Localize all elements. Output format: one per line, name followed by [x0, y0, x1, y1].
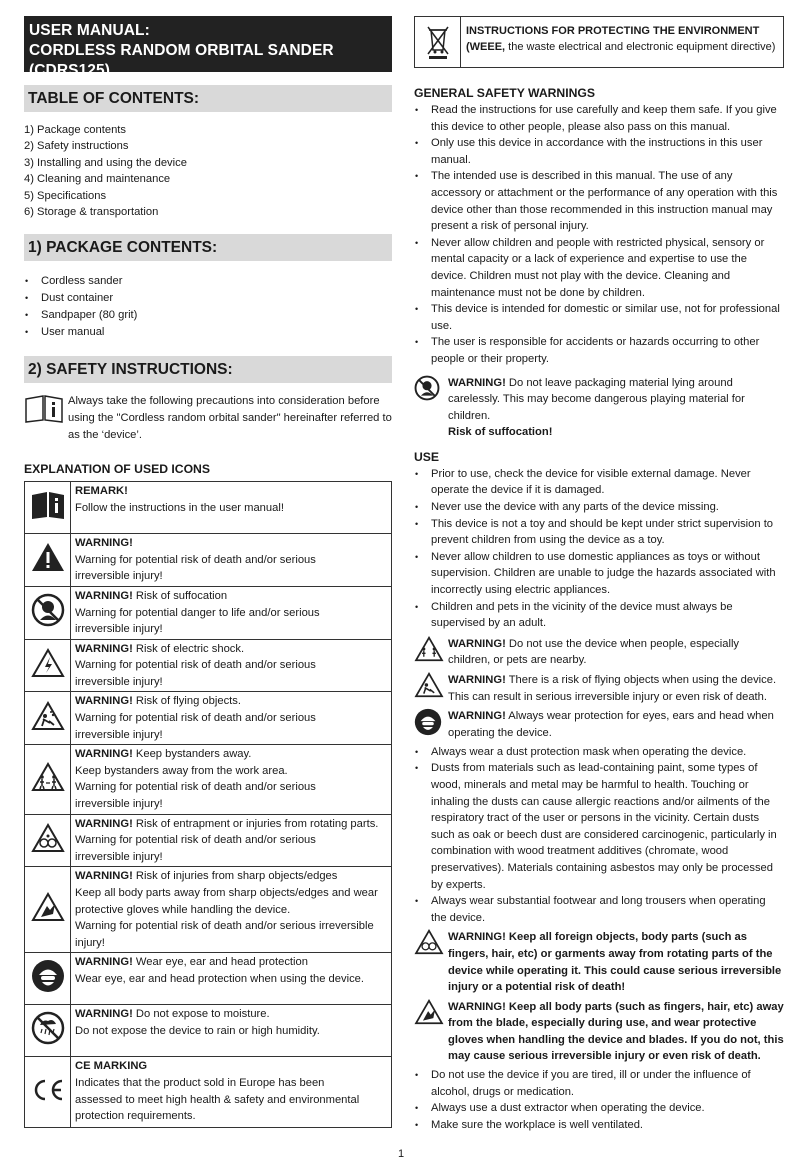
- icon-row: WARNING! Keep bystanders away. Keep bystanders away from the work area. Warning for potential risk of death and/or serious irreversible injury!: [25, 745, 392, 814]
- icon-desc: irreversible injury!: [75, 850, 163, 863]
- toc-item: 2) Safety instructions: [24, 140, 129, 153]
- sharp-objects-icon: [414, 999, 444, 1025]
- icon-desc: irreversible injury!: [75, 798, 163, 811]
- icon-desc: Keep all body parts away from sharp objects/edges and wear: [75, 887, 378, 899]
- general-item: • Read the instructions for use carefully and keep them safe. If you give this device to other people, please also pass on this manual.: [414, 102, 784, 135]
- general-list: [414, 102, 784, 368]
- icon-row: WARNING! Risk of electric shock. Warning for potential risk of death and/or serious irreversible injury!: [25, 639, 392, 692]
- icons-heading: EXPLANATION OF USED ICONS: [24, 462, 210, 477]
- use-list-2: [414, 744, 784, 927]
- toc-item: 4) Cleaning and maintenance: [24, 173, 171, 186]
- icon-title: REMARK!: [75, 485, 128, 498]
- icon-desc: Follow the instructions in the user manual!: [75, 501, 284, 514]
- icon-row: [25, 534, 392, 587]
- package-item: • Dust container: [24, 290, 392, 307]
- use-item: • This device is not a toy and should be kept under strict supervision to prevent children from using the device as a toy.: [414, 516, 784, 549]
- bystanders-icon: [414, 636, 444, 662]
- right-column: [414, 85, 784, 1133]
- title-line-2: CORDLESS RANDOM ORBITAL SANDER (CDRS125): [29, 42, 334, 79]
- icon-desc: Keep bystanders away from the work area.: [75, 764, 288, 777]
- icons-table: [24, 481, 392, 1128]
- rotating-parts-warning: WARNING! Keep all foreign objects, body parts (such as fingers, hair, etc) or garments away from rotating parts of the device while operating it. This could cause serious irreversible injury or a potential risk of death!: [414, 929, 784, 995]
- safety-intro: [24, 393, 392, 443]
- icon-title: WARNING!: [75, 817, 133, 830]
- general-heading: GENERAL SAFETY WARNINGS: [414, 86, 596, 100]
- icon-desc: irreversible injury!: [75, 728, 163, 741]
- icon-desc: Warning for potential risk of death and/or serious: [75, 659, 316, 672]
- use-item: • Always wear a dust protection mask when operating the device.: [414, 744, 784, 761]
- icon-desc: protective gloves while handling the device.: [75, 903, 291, 916]
- icon-title: WARNING!: [75, 956, 133, 969]
- flying-objects-warning: WARNING! There is a risk of flying objects when using the device. This can result in serious irreversible injury or even risk of death.: [414, 672, 784, 705]
- icon-row: [25, 482, 392, 534]
- icon-desc: injury!: [75, 936, 105, 949]
- icon-title: WARNING!: [75, 589, 133, 602]
- weee-box: [414, 16, 784, 68]
- use-heading: USE: [414, 449, 440, 464]
- icon-row: WARNING! Risk of suffocation Warning for potential danger to life and/or serious irreversible injury!: [25, 586, 392, 639]
- icon-desc: irreversible injury!: [75, 570, 163, 583]
- electric-shock-icon: [31, 648, 65, 678]
- icon-desc: Wear eye, ear and head protection when using the device.: [75, 972, 364, 985]
- package-item: • Sandpaper (80 grit): [24, 307, 392, 324]
- use-list-3: [414, 1067, 784, 1133]
- icon-title: WARNING!: [75, 537, 133, 550]
- use-item: • Prior to use, check the device for visible external damage. Never operate the device if it is damaged.: [414, 466, 784, 499]
- safety-intro-text: Always take the following precautions into consideration before using the "Cordless random orbital sander" hereinafter referred to as the ‘device’.: [68, 395, 392, 441]
- toc-item: 6) Storage & transportation: [24, 205, 159, 218]
- icon-desc: protection requirements.: [75, 1110, 196, 1123]
- icon-desc: Warning for potential risk of death and/or serious: [75, 834, 316, 847]
- icon-desc: Indicates that the product sold in Europe has been: [75, 1076, 325, 1089]
- icon-title: WARNING!: [75, 870, 133, 883]
- head-protection-icon: [31, 959, 65, 993]
- icon-desc: irreversible injury!: [75, 623, 163, 636]
- sharp-objects-icon: [31, 892, 65, 922]
- rotating-parts-icon: [31, 823, 65, 853]
- package-item: • Cordless sander: [24, 273, 392, 290]
- flying-objects-icon: [31, 701, 65, 731]
- icon-title: WARNING!: [75, 642, 133, 655]
- page-number: 1: [398, 1148, 405, 1160]
- use-item: • Always use a dust extractor when operating the device.: [414, 1100, 784, 1117]
- title-line-1: USER MANUAL:: [29, 22, 150, 39]
- no-moisture-icon: [31, 1011, 65, 1045]
- icon-title: WARNING!: [75, 695, 133, 708]
- package-heading: 1) PACKAGE CONTENTS:: [24, 234, 392, 261]
- use-item: • Never use the device with any parts of the device missing.: [414, 499, 784, 516]
- icon-desc: irreversible injury!: [75, 675, 163, 688]
- icon-desc: Warning for potential risk of death and/or serious irreversible: [75, 920, 374, 933]
- use-item: • Children and pets in the vicinity of the device must always be supervised by an adult.: [414, 599, 784, 632]
- icon-row: WARNING! Wear eye, ear and head protection Wear eye, ear and head protection when using the device.: [25, 953, 392, 1005]
- general-item: • This device is intended for domestic or similar use, not for professional use.: [414, 301, 784, 334]
- general-warning-icon: [31, 542, 65, 572]
- head-protection-icon: [414, 708, 442, 736]
- icon-desc: Warning for potential risk of death and/or serious: [75, 712, 316, 725]
- weee-bin-icon: [415, 17, 461, 67]
- head-protection-warning: WARNING! Always wear protection for eyes, ears and head when operating the device.: [414, 708, 784, 742]
- safety-heading: 2) SAFETY INSTRUCTIONS:: [24, 356, 392, 383]
- toc-item: 1) Package contents: [24, 124, 126, 136]
- icon-desc: Warning for potential danger to life and/or serious: [75, 606, 320, 619]
- manual-book-icon: [30, 490, 66, 520]
- bystanders-icon: [31, 762, 65, 792]
- icon-row: WARNING! Risk of flying objects. Warning for potential risk of death and/or serious irreversible injury!: [25, 692, 392, 745]
- rotating-parts-icon: [414, 929, 444, 955]
- icon-row: [25, 1057, 392, 1128]
- general-item: • The user is responsible for accidents or hazards occurring to other people or their property.: [414, 334, 784, 367]
- icon-title: WARNING!: [75, 748, 133, 761]
- use-item: • Always wear substantial footwear and long trousers when operating the device.: [414, 893, 784, 926]
- manual-title: [24, 16, 392, 79]
- icon-desc: Warning for potential risk of death and/or serious: [75, 781, 316, 794]
- left-column: [24, 16, 392, 1128]
- bystanders-warning: WARNING! Do not use the device when people, especially children, or pets are nearby.: [414, 636, 784, 669]
- general-item: • Only use this device in accordance with the instructions in this user manual.: [414, 135, 784, 168]
- suffocation-warning: WARNING! Do not leave packaging material lying around carelessly. This may become dangerous playing material for children. Risk of suffocation!: [414, 375, 784, 441]
- weee-title: INSTRUCTIONS FOR PROTECTING THE ENVIRONMENT: [466, 25, 760, 37]
- icon-desc: assessed to meet high health & safety and environmental: [75, 1093, 360, 1106]
- sharp-objects-warning: WARNING! Keep all body parts (such as fingers, hair, etc) away from the blade, especially during use, and wear protective gloves when handling the device and blades. If you do not, this may cause serious irreversible injury or even risk of death.: [414, 999, 784, 1065]
- weee-subtitle: (WEEE, the waste electrical and electronic equipment directive): [466, 41, 776, 53]
- package-list: [24, 273, 392, 341]
- flying-objects-icon: [414, 672, 444, 698]
- general-item: • Never allow children and people with restricted physical, sensory or mental capacity or a lack of experience and expertise to use the device. Children must not play with the device. Cleaning and maintenance must not be done by children.: [414, 235, 784, 301]
- suffocation-icon: [414, 375, 440, 401]
- icon-desc: Warning for potential risk of death and/or serious: [75, 553, 316, 566]
- use-item: • Never allow children to use domestic appliances as toys or without supervision. Children are unable to judge the hazards associated with incorrectly using electric appliances.: [414, 549, 784, 599]
- package-item: • User manual: [24, 324, 392, 341]
- use-item: • Make sure the workplace is well ventilated.: [414, 1117, 784, 1134]
- icon-title: WARNING!: [75, 1008, 133, 1021]
- suffocation-icon: [31, 593, 65, 627]
- toc-list: [24, 122, 392, 220]
- general-item: • The intended use is described in this manual. The use of any accessory or attachment or the performance of any operation with this device other than those recommended in this instruction manual may present a risk of personal injury.: [414, 168, 784, 234]
- icon-desc: Do not expose the device to rain or high humidity.: [75, 1024, 320, 1037]
- use-list: [414, 466, 784, 632]
- use-item: • Dusts from materials such as lead-containing paint, some types of wood, minerals and metal may be harmful to health. Touching or inhaling the dusts can cause allergic reactions and/or ailments of the respiratory tract of the user or persons in the vicinity. Certain dusts such as oak or beech dust are considered carcinogenic, particularly in combination with wood treatment additives (chromate, wood preservatives). Materials containing asbestos may only be processed by experts.: [414, 760, 784, 893]
- icon-row: WARNING! Risk of entrapment or injuries from rotating parts. Warning for potential risk of death and/or serious irreversible injury!: [25, 814, 392, 867]
- toc-item: 5) Specifications: [24, 189, 107, 202]
- icon-row: WARNING! Risk of injuries from sharp objects/edges Keep all body parts away from sharp objects/edges and wear protective gloves while handling the device. Warning for potential risk of death and/or serious irreversible injury!: [25, 867, 392, 953]
- toc-item: 3) Installing and using the device: [24, 156, 187, 169]
- ce-mark-icon: [31, 1079, 65, 1101]
- toc-heading: TABLE OF CONTENTS:: [24, 85, 392, 112]
- manual-book-icon: [24, 393, 64, 423]
- use-item: • Do not use the device if you are tired, ill or under the influence of alcohol, drugs or medication.: [414, 1067, 784, 1100]
- icon-row: WARNING! Do not expose to moisture. Do not expose the device to rain or high humidity.: [25, 1005, 392, 1057]
- icon-title: CE MARKING: [75, 1060, 148, 1073]
